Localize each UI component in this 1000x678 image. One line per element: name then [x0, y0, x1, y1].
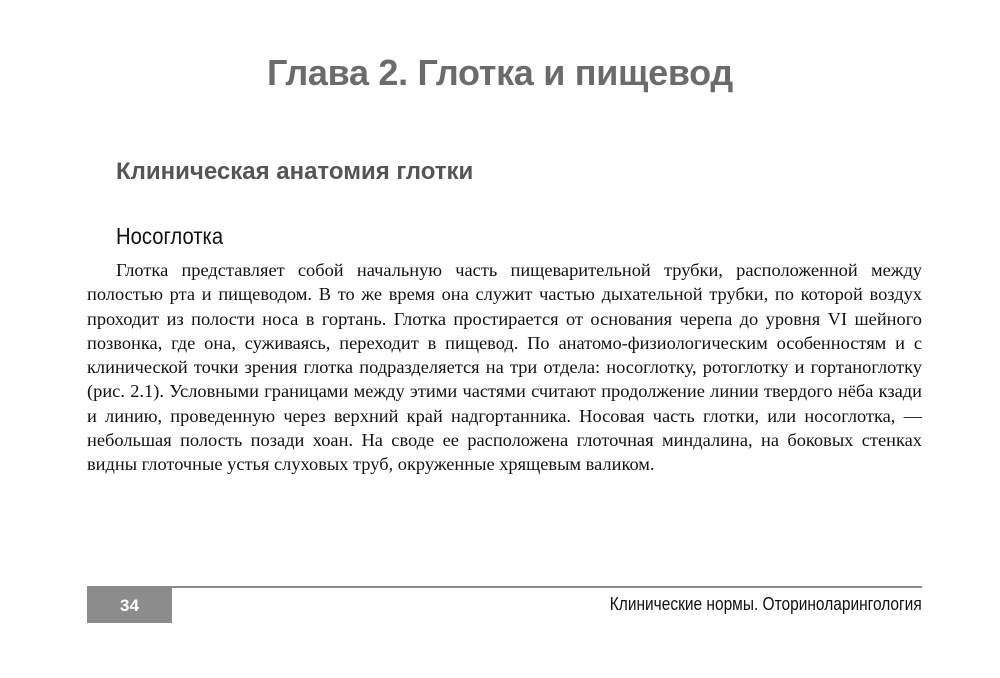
body-paragraph: Глотка представляет собой начальную часть пищеварительной трубки, расположенной между полостью рта и пищеводом. В то же время она служит частью дыхательной трубки, по которой воздух проходит из полости носа в гортань. Глотка простирается от основания черепа до уровня VI шейного позвонка, где она, суживаясь, переходит в пищевод. По анатомо-физиологическим особенностям и с клинической точки зрения глотка подразделяется на три отдела: носоглотку, ротоглотку и гортаноглотку (рис. 2.1). Условными границами между этими частями считают продолжение линии твердого нёба кзади и линию, проведенную через верхний край надгортанника. Носовая часть глотки, или носоглотка, — небольшая полость позади хоан. На своде ее расположена глоточная миндалина, на боковых стенках видны глоточные устья слуховых труб, окруженные хрящевым валиком. — [87, 260, 922, 475]
running-footer-title: Клинические нормы. Оториноларингология — [610, 594, 922, 614]
footer-divider — [87, 586, 922, 588]
chapter-title: Глава 2. Глотка и пищевод — [267, 52, 733, 93]
subsection-title: Носоглотка — [116, 223, 224, 249]
page-number: 34 — [87, 588, 172, 623]
section-title: Клиническая анатомия глотки — [116, 158, 474, 185]
